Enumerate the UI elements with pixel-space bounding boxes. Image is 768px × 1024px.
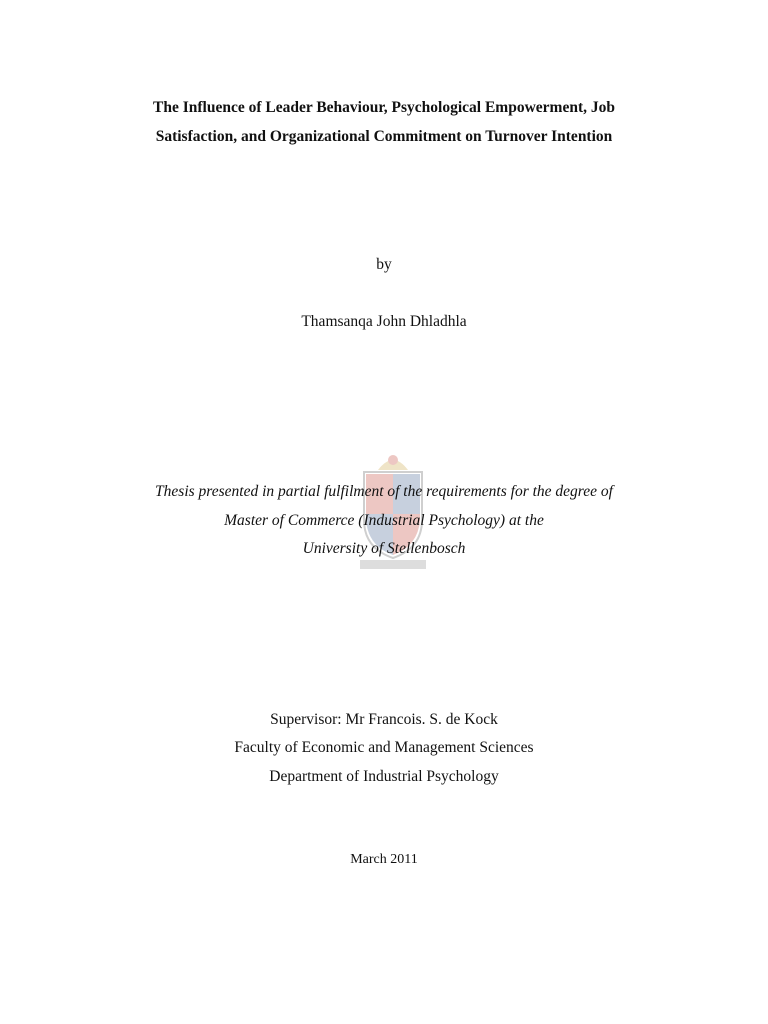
thesis-title-line-2: Satisfaction, and Organizational Commitment on Turnover Intention [155, 128, 613, 145]
thesis-statement-line-3: University of Stellenbosch [302, 540, 466, 557]
by-label: by [376, 256, 392, 273]
supervisor-line: Supervisor: Mr Francois. S. de Kock [270, 711, 498, 728]
author-name: Thamsanqa John Dhladhla [301, 313, 467, 330]
thesis-title-line-1: The Influence of Leader Behaviour, Psychological Empowerment, Job [153, 99, 615, 116]
thesis-statement-line-2: Master of Commerce (Industrial Psychology) at the [224, 512, 544, 529]
date-line: March 2011 [350, 852, 418, 867]
faculty-line: Faculty of Economic and Management Sciences [234, 739, 534, 756]
department-line: Department of Industrial Psychology [269, 768, 499, 785]
thesis-statement-line-1: Thesis presented in partial fulfilment of the requirements for the degree of [155, 483, 613, 500]
